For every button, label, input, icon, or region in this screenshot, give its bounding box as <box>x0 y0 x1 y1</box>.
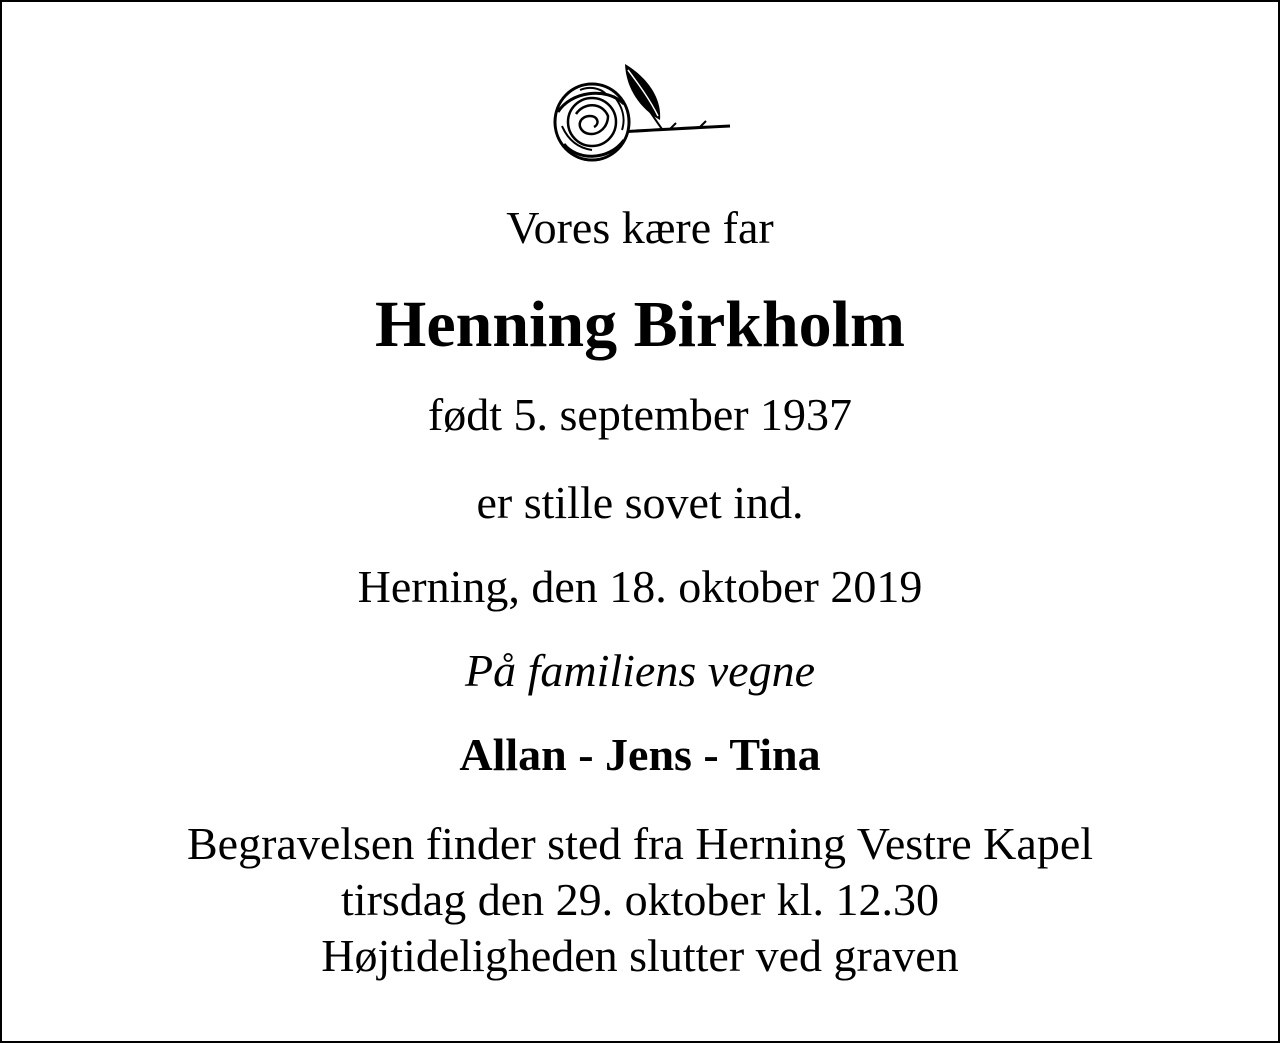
funeral-line: Højtideligheden slutter ved graven <box>321 930 959 981</box>
funeral-details <box>2 816 1278 984</box>
funeral-line: tirsdag den 29. oktober kl. 12.30 <box>341 874 939 925</box>
place-and-date: Herning, den 18. oktober 2019 <box>357 561 923 612</box>
on-behalf-text: På familiens vegne <box>464 645 815 696</box>
family-names: Allan - Jens - Tina <box>459 729 821 780</box>
rose-icon <box>550 60 734 172</box>
funeral-line: Begravelsen finder sted fra Herning Vestre Kapel <box>186 818 1094 869</box>
deceased-name: Henning Birkholm <box>375 288 905 361</box>
intro-text: Vores kære far <box>506 202 774 253</box>
passing-text: er stille sovet ind. <box>476 477 804 528</box>
birth-date: født 5. september 1937 <box>427 389 853 440</box>
